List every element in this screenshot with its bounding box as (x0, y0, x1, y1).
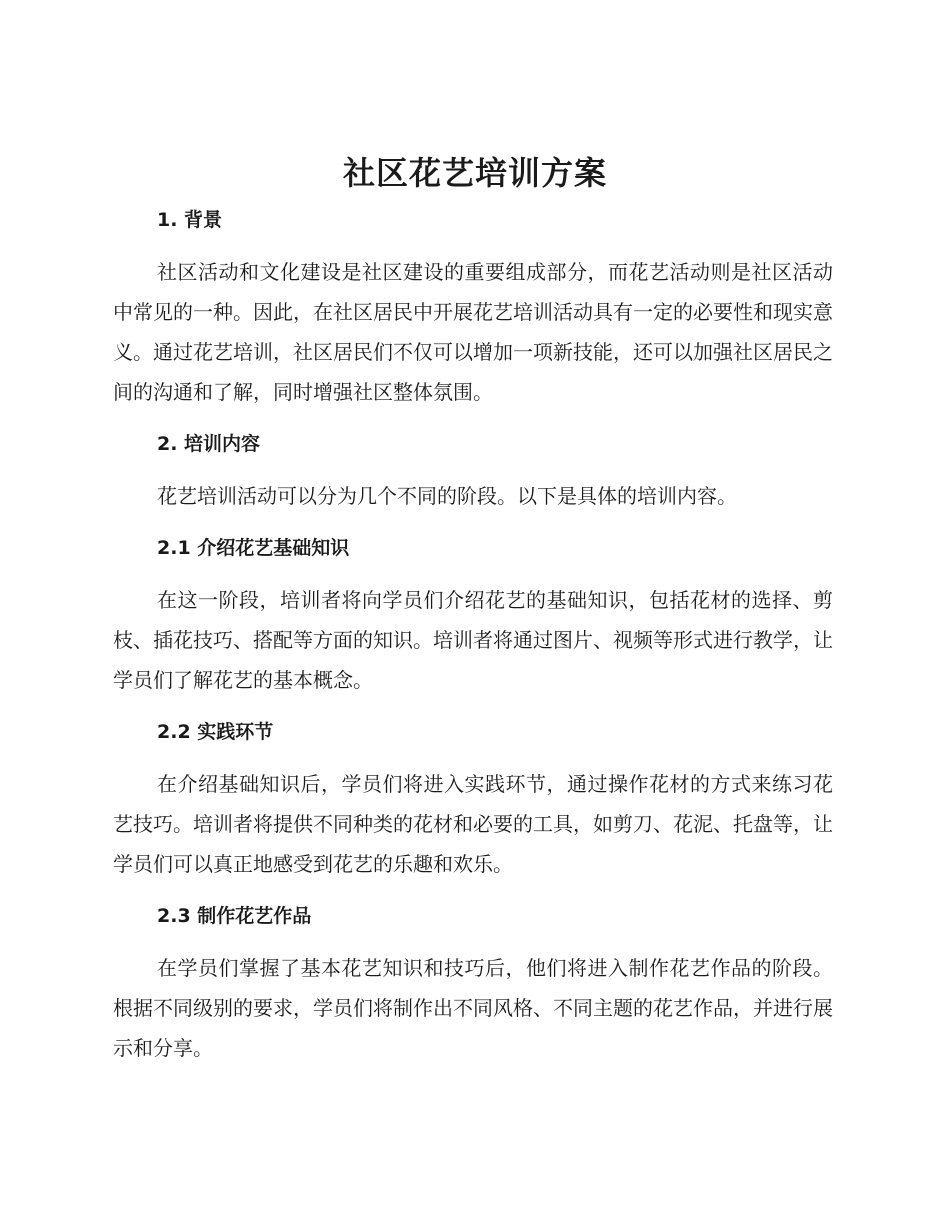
document-body (113, 202, 833, 1068)
section-background (113, 202, 833, 412)
section-heading: 2.3 制作花艺作品 (157, 905, 312, 927)
section-heading: 2. 培训内容 (157, 433, 261, 455)
section-training-content (113, 426, 833, 516)
section-paragraph: 在介绍基础知识后，学员们将进入实践环节，通过操作花材的方式来练习花艺技巧。培训者将提供不同种类的花材和必要的工具，如剪刀、花泥、托盘等，让学员们可以真正地感受到花艺的乐趣和欢乐。 (113, 772, 833, 876)
section-paragraph: 在这一阶段，培训者将向学员们介绍花艺的基础知识，包括花材的选择、剪枝、插花技巧、搭配等方面的知识。培训者将通过图片、视频等形式进行教学，让学员们了解花艺的基本概念。 (113, 588, 833, 692)
section-works (113, 898, 833, 1068)
page-title: 社区花艺培训方案 (342, 154, 607, 192)
section-heading: 2.1 介绍花艺基础知识 (157, 537, 350, 559)
section-paragraph: 在学员们掌握了基本花艺知识和技巧后，他们将进入制作花艺作品的阶段。根据不同级别的要求，学员们将制作出不同风格、不同主题的花艺作品，并进行展示和分享。 (113, 956, 833, 1060)
section-heading: 1. 背景 (157, 209, 223, 231)
section-paragraph: 花艺培训活动可以分为几个不同的阶段。以下是具体的培训内容。 (157, 484, 737, 508)
section-basics (113, 530, 833, 700)
section-paragraph: 社区活动和文化建设是社区建设的重要组成部分，而花艺活动则是社区活动中常见的一种。因此，在社区居民中开展花艺培训活动具有一定的必要性和现实意义。通过花艺培训，社区居民们不仅可以增加一项新技能，还可以加强社区居民之间的沟通和了解，同时增强社区整体氛围。 (113, 260, 833, 404)
section-heading: 2.2 实践环节 (157, 721, 274, 743)
section-practice (113, 714, 833, 884)
